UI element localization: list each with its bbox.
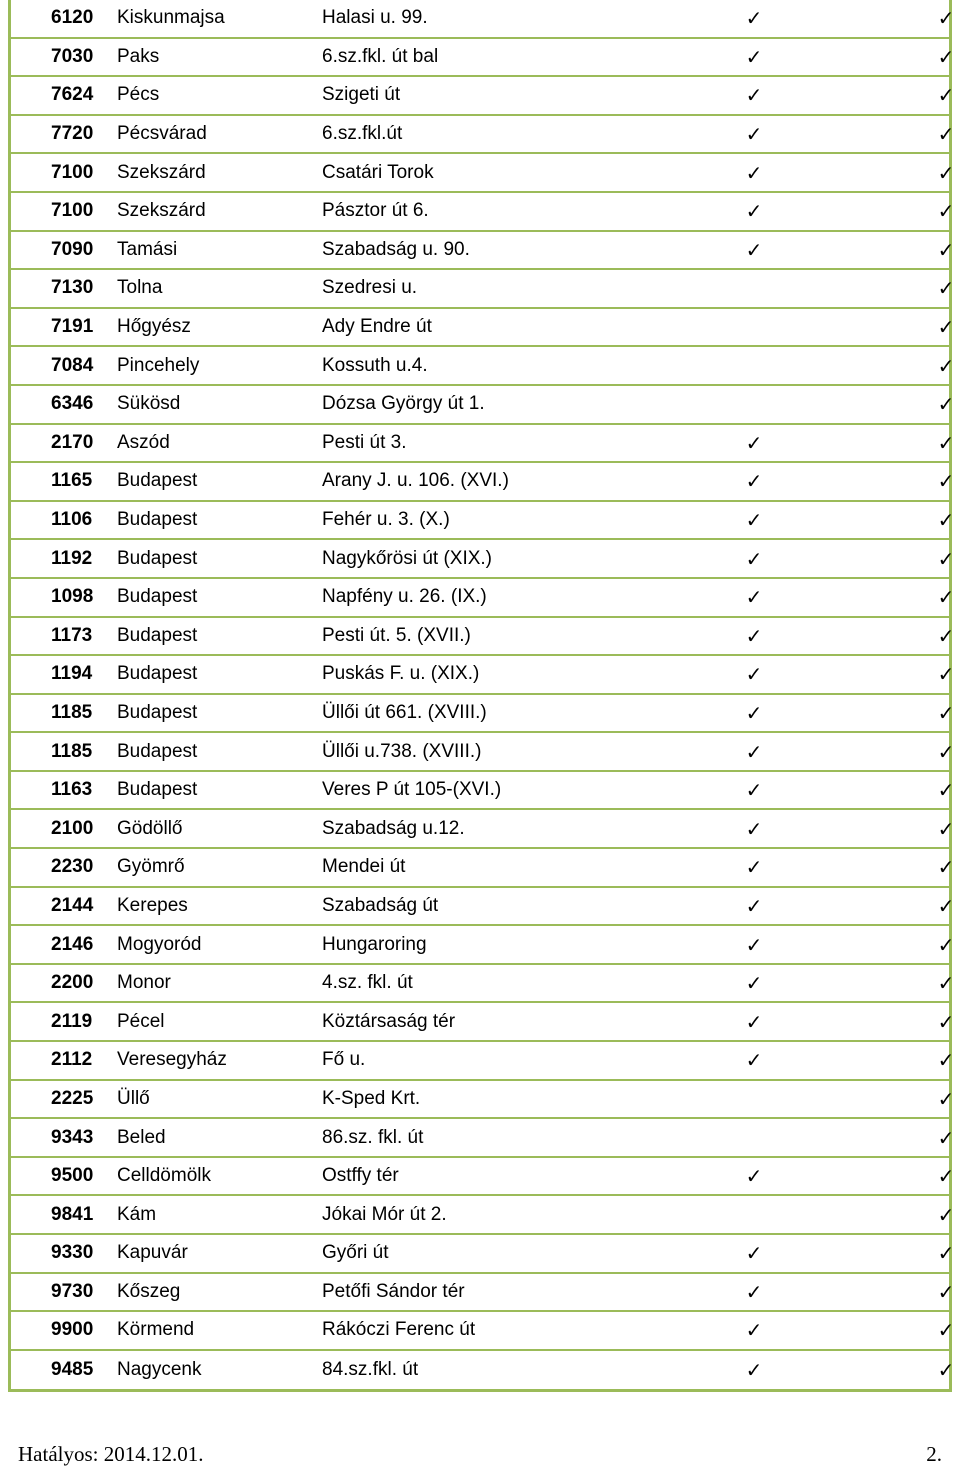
address-cell: Szabadság u. 90.	[322, 238, 470, 260]
check-icon: ✓	[937, 816, 955, 841]
zip-cell: 2112	[51, 1049, 93, 1071]
table-row	[11, 1081, 955, 1120]
table-row	[11, 1235, 955, 1274]
check-icon: ✓	[937, 6, 955, 31]
address-cell: Szigeti út	[322, 84, 401, 106]
address-cell: 6.sz.fkl. út bal	[322, 45, 439, 67]
city-cell: Budapest	[117, 663, 198, 685]
zip-cell: 2225	[51, 1087, 94, 1109]
city-cell: Sükösd	[117, 393, 181, 415]
check-icon: ✓	[937, 546, 955, 571]
table-row	[11, 309, 955, 348]
address-cell: Szedresi u.	[322, 277, 418, 299]
check-icon: ✓	[937, 1086, 955, 1111]
city-cell: Budapest	[117, 586, 198, 608]
zip-cell: 2100	[51, 817, 94, 839]
table-row	[11, 1274, 955, 1313]
city-cell: Budapest	[117, 470, 198, 492]
check-icon: ✓	[745, 932, 763, 957]
city-cell: Mogyoród	[117, 933, 202, 955]
check-icon: ✓	[937, 160, 955, 185]
city-cell: Körmend	[117, 1319, 195, 1341]
city-cell: Veresegyház	[117, 1049, 227, 1071]
city-cell: Kapuvár	[117, 1242, 188, 1264]
check-icon: ✓	[745, 469, 763, 494]
check-icon: ✓	[745, 237, 763, 262]
zip-cell: 7084	[51, 354, 94, 376]
address-cell: Veres P út 105-(XVI.)	[322, 779, 502, 801]
address-cell: Üllői út 661. (XVIII.)	[322, 701, 487, 723]
table-row	[11, 540, 955, 579]
check-icon: ✓	[745, 1009, 763, 1034]
table-row	[11, 386, 955, 425]
address-cell: Mendei út	[322, 856, 406, 878]
city-cell: Paks	[117, 45, 160, 67]
city-cell: Budapest	[117, 624, 198, 646]
address-cell: Üllői u.738. (XVIII.)	[322, 740, 482, 762]
zip-cell: 7100	[51, 200, 94, 222]
zip-cell: 7100	[51, 161, 94, 183]
address-cell: 4.sz. fkl. út	[322, 972, 413, 994]
zip-cell: 1165	[51, 470, 93, 492]
check-icon: ✓	[745, 662, 763, 687]
check-icon: ✓	[937, 778, 955, 803]
city-cell: Monor	[117, 972, 171, 994]
table-row	[11, 0, 955, 39]
city-cell: Aszód	[117, 431, 170, 453]
zip-cell: 9500	[51, 1165, 94, 1187]
check-icon: ✓	[745, 1318, 763, 1343]
table-row	[11, 270, 955, 309]
zip-cell: 7090	[51, 238, 94, 260]
city-cell: Gödöllő	[117, 817, 183, 839]
table-row	[11, 193, 955, 232]
zip-cell: 2170	[51, 431, 94, 453]
table-row	[11, 926, 955, 965]
table-row	[11, 618, 955, 657]
check-icon: ✓	[937, 623, 955, 648]
check-icon: ✓	[745, 44, 763, 69]
address-cell: Fehér u. 3. (X.)	[322, 509, 450, 531]
effective-date: Hatályos: 2014.12.01.	[18, 1442, 204, 1466]
zip-cell: 1098	[51, 586, 94, 608]
check-icon: ✓	[937, 893, 955, 918]
zip-cell: 1163	[51, 779, 93, 801]
city-cell: Budapest	[117, 701, 198, 723]
check-icon: ✓	[937, 508, 955, 533]
city-cell: Budapest	[117, 547, 198, 569]
address-cell: Hungaroring	[322, 933, 427, 955]
zip-cell: 9343	[51, 1126, 94, 1148]
address-cell: Pesti út 3.	[322, 431, 407, 453]
address-cell: Fő u.	[322, 1049, 366, 1071]
check-icon: ✓	[745, 893, 763, 918]
check-icon: ✓	[937, 1202, 955, 1227]
address-cell: Szabadság út	[322, 894, 439, 916]
check-icon: ✓	[937, 1241, 955, 1266]
zip-cell: 7130	[51, 277, 94, 299]
check-icon: ✓	[745, 1048, 763, 1073]
city-cell: Pécsvárad	[117, 123, 207, 145]
check-icon: ✓	[937, 430, 955, 455]
city-cell: Budapest	[117, 740, 198, 762]
check-icon: ✓	[745, 1241, 763, 1266]
table-row	[11, 579, 955, 618]
city-cell: Kőszeg	[117, 1280, 181, 1302]
zip-cell: 1185	[51, 701, 93, 723]
check-icon: ✓	[745, 1164, 763, 1189]
address-cell: Puskás F. u. (XIX.)	[322, 663, 480, 685]
address-cell: Köztársaság tér	[322, 1010, 456, 1032]
table-row	[11, 1312, 955, 1351]
city-cell: Celldömölk	[117, 1165, 211, 1187]
address-cell: Dózsa György út 1.	[322, 393, 485, 415]
address-cell: Pesti út. 5. (XVII.)	[322, 624, 471, 646]
page-footer	[18, 1442, 942, 1467]
check-icon: ✓	[745, 1279, 763, 1304]
address-cell: Arany J. u. 106. (XVI.)	[322, 470, 509, 492]
address-cell: Petőfi Sándor tér	[322, 1280, 465, 1302]
address-cell: 84.sz.fkl. út	[322, 1359, 419, 1381]
address-cell: Kossuth u.4.	[322, 354, 428, 376]
city-cell: Szekszárd	[117, 200, 206, 222]
check-icon: ✓	[745, 546, 763, 571]
address-cell: Ady Endre út	[322, 316, 432, 338]
zip-cell: 2230	[51, 856, 94, 878]
city-cell: Nagycenk	[117, 1359, 202, 1381]
zip-cell: 2200	[51, 972, 94, 994]
table-row	[11, 965, 955, 1004]
check-icon: ✓	[745, 700, 763, 725]
zip-cell: 7030	[51, 45, 94, 67]
table-row	[11, 1158, 955, 1197]
table-row	[11, 347, 955, 386]
city-cell: Budapest	[117, 779, 198, 801]
city-cell: Pécs	[117, 84, 160, 106]
table-row	[11, 39, 955, 78]
check-icon: ✓	[745, 585, 763, 610]
check-icon: ✓	[745, 778, 763, 803]
zip-cell: 6120	[51, 7, 94, 29]
check-icon: ✓	[745, 739, 763, 764]
table-row	[11, 463, 955, 502]
city-cell: Kiskunmajsa	[117, 7, 225, 29]
address-cell: Csatári Torok	[322, 161, 434, 183]
address-cell: Győri út	[322, 1242, 389, 1264]
table-row	[11, 77, 955, 116]
city-cell: Üllő	[117, 1087, 150, 1109]
zip-cell: 1173	[51, 624, 93, 646]
check-icon: ✓	[745, 623, 763, 648]
table-row	[11, 733, 955, 772]
zip-cell: 9730	[51, 1280, 94, 1302]
table-row	[11, 888, 955, 927]
check-icon: ✓	[937, 392, 955, 417]
check-icon: ✓	[745, 83, 763, 108]
check-icon: ✓	[937, 1009, 955, 1034]
address-cell: 86.sz. fkl. út	[322, 1126, 424, 1148]
check-icon: ✓	[937, 122, 955, 147]
address-cell: 6.sz.fkl.út	[322, 123, 403, 145]
table-row	[11, 656, 955, 695]
check-icon: ✓	[937, 1164, 955, 1189]
table-row	[11, 425, 955, 464]
table-row	[11, 772, 955, 811]
table-row	[11, 232, 955, 271]
table-row	[11, 810, 955, 849]
check-icon: ✓	[937, 199, 955, 224]
check-icon: ✓	[937, 700, 955, 725]
table-row	[11, 1042, 955, 1081]
city-cell: Budapest	[117, 509, 198, 531]
table-row	[11, 154, 955, 193]
city-cell: Tamási	[117, 238, 178, 260]
check-icon: ✓	[745, 122, 763, 147]
city-cell: Hőgyész	[117, 316, 191, 338]
zip-cell: 9841	[51, 1203, 94, 1225]
check-icon: ✓	[745, 430, 763, 455]
city-cell: Szekszárd	[117, 161, 206, 183]
address-cell: Halasi u. 99.	[322, 7, 428, 29]
check-icon: ✓	[937, 585, 955, 610]
page-number: 2.	[926, 1442, 942, 1466]
check-icon: ✓	[937, 83, 955, 108]
check-icon: ✓	[937, 44, 955, 69]
table-row	[11, 1119, 955, 1158]
zip-cell: 7624	[51, 84, 94, 106]
table-row	[11, 849, 955, 888]
check-icon: ✓	[937, 237, 955, 262]
city-cell: Pincehely	[117, 354, 200, 376]
city-cell: Tolna	[117, 277, 163, 299]
check-icon: ✓	[937, 932, 955, 957]
address-cell: K-Sped Krt.	[322, 1087, 421, 1109]
table-row	[11, 1196, 955, 1235]
zip-cell: 9900	[51, 1319, 94, 1341]
check-icon: ✓	[937, 1358, 955, 1383]
zip-cell: 1192	[51, 547, 93, 569]
city-cell: Beled	[117, 1126, 166, 1148]
address-cell: Rákóczi Ferenc út	[322, 1319, 476, 1341]
zip-cell: 2144	[51, 894, 94, 916]
check-icon: ✓	[937, 971, 955, 996]
check-icon: ✓	[745, 816, 763, 841]
address-cell: Szabadság u.12.	[322, 817, 465, 839]
check-icon: ✓	[745, 1358, 763, 1383]
city-cell: Gyömrő	[117, 856, 185, 878]
check-icon: ✓	[745, 6, 763, 31]
check-icon: ✓	[937, 276, 955, 301]
table-row	[11, 116, 955, 155]
zip-cell: 1185	[51, 740, 93, 762]
zip-cell: 9485	[51, 1359, 94, 1381]
address-cell: Pásztor út 6.	[322, 200, 429, 222]
check-icon: ✓	[745, 199, 763, 224]
zip-cell: 6346	[51, 393, 94, 415]
check-icon: ✓	[745, 855, 763, 880]
address-cell: Ostffy tér	[322, 1165, 399, 1187]
city-cell: Kerepes	[117, 894, 188, 916]
zip-cell: 1194	[51, 663, 93, 685]
city-cell: Kám	[117, 1203, 157, 1225]
table-row	[11, 1003, 955, 1042]
zip-cell: 9330	[51, 1242, 94, 1264]
address-cell: Jókai Mór út 2.	[322, 1203, 447, 1225]
city-cell: Pécel	[117, 1010, 165, 1032]
check-icon: ✓	[937, 353, 955, 378]
table-row	[11, 502, 955, 541]
check-icon: ✓	[745, 971, 763, 996]
table-row	[11, 1351, 955, 1390]
check-icon: ✓	[937, 1125, 955, 1150]
zip-cell: 7191	[51, 316, 94, 338]
check-icon: ✓	[937, 855, 955, 880]
check-icon: ✓	[937, 1279, 955, 1304]
zip-cell: 2119	[51, 1010, 93, 1032]
check-icon: ✓	[937, 1318, 955, 1343]
check-icon: ✓	[745, 508, 763, 533]
check-icon: ✓	[937, 1048, 955, 1073]
address-cell: Nagykőrösi út (XIX.)	[322, 547, 492, 569]
check-icon: ✓	[937, 315, 955, 340]
zip-cell: 2146	[51, 933, 94, 955]
zip-cell: 1106	[51, 509, 93, 531]
address-cell: Napfény u. 26. (IX.)	[322, 586, 487, 608]
check-icon: ✓	[745, 160, 763, 185]
check-icon: ✓	[937, 739, 955, 764]
table-row	[11, 695, 955, 734]
check-icon: ✓	[937, 662, 955, 687]
check-icon: ✓	[937, 469, 955, 494]
station-table	[8, 0, 955, 1392]
zip-cell: 7720	[51, 123, 94, 145]
